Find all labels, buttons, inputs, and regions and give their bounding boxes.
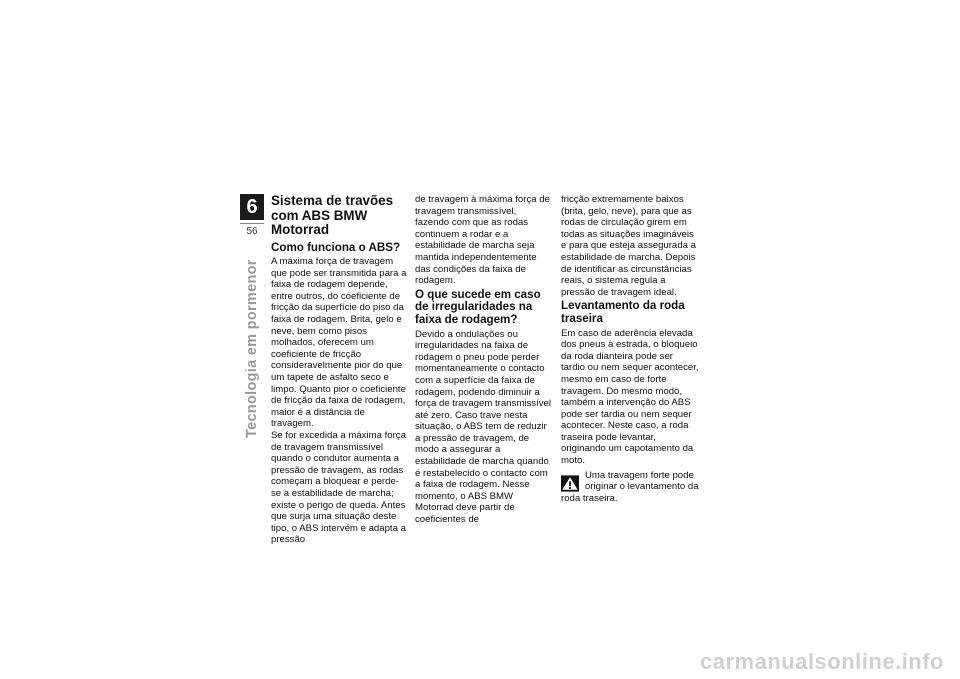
section-paragraph: Se for excedida a máxima força de travagem transmissível quando o condutor aumenta a pressão de travagem, as rodas começam a bloquear e perde-se a estabilidade de marcha; existe o perigo de queda. Antes que surja uma situação deste tipo, o ABS intervém e adapta a pressão [271, 430, 406, 546]
section-paragraph: Em caso de aderência elevada dos pneus à estrada, o bloqueio da roda dianteira pode ser tardio ou nem sequer acontecer, mesmo em caso de forte travagem. Do mesmo modo, também a intervenção do ABS pode ser tardia ou nem sequer acontecer. Neste caso, a roda traseira pode levantar, originando um capotamento da moto. [561, 327, 699, 467]
chapter-side-title: Tecnologia em pormenor [244, 259, 260, 438]
column-1 [271, 194, 409, 546]
page-number: 56 [240, 223, 264, 237]
warning-note [561, 470, 699, 505]
section-heading-road-irregularities: O que sucede em caso de irregularidades na faixa de rodagem? [415, 287, 541, 326]
section-heading-rear-wheel-lift: Levantamento da roda traseira [561, 299, 685, 325]
section-heading-how-abs-works: Como funciona o ABS? [271, 240, 401, 254]
warning-triangle-icon [561, 475, 579, 492]
watermark: carmanualsonline.info [700, 649, 944, 674]
chapter-number: 6 [240, 194, 264, 220]
section-paragraph: fricção extremamente baixos (brita, gelo, neve), para que as rodas de circulação girem em todas as situações imagináveis e para que esteja assegurada a estabilidade de marcha. Depois de identificar as circunstâncias reais, o sistema regula a pressão de travagem ideal. [561, 194, 696, 298]
article-title: Sistema de travões com ABS BMW Motorrad [271, 193, 394, 237]
section-paragraph: de travagem à máxima força de travagem transmissível, fazendo com que as rodas continuem a rodar e a estabilidade de marcha seja mantida independentemente das condições da faixa de rodagem. [415, 194, 550, 287]
column-2 [415, 194, 553, 526]
warning-text: Uma travagem forte pode originar o levantamento da roda traseira. [561, 469, 699, 504]
column-3 [561, 194, 699, 504]
section-paragraph: A máxima força de travagem que pode ser transmitida para a faixa de rodagem depende, entre outros, do coeficiente de fricção da superfície do piso da faixa de rodagem. Brita, gelo e neve, bem como pisos molhados, oferecem um coeficiente de fricção consideravelmente pior do que um tapete de asfalto seco e limpo. Quanto pior o coeficiente de fricção da faixa de rodagem, maior é a distância de travagem. [271, 256, 407, 430]
section-paragraph: Devido a ondulações ou irregularidades na faixa de rodagem o pneu pode perder momentaneamente o contacto com a superfície da faixa de rodagem, podendo diminuir a força de travagem transmissível até zero. Caso trave nesta situação, o ABS tem de reduzir a pressão de travagem, de modo a assegurar a estabilidade de marcha quando é restabelecido o contacto com a faixa de rodagem. Nesse momento, o ABS BMW Motorrad deve partir de coeficientes de [415, 328, 551, 526]
